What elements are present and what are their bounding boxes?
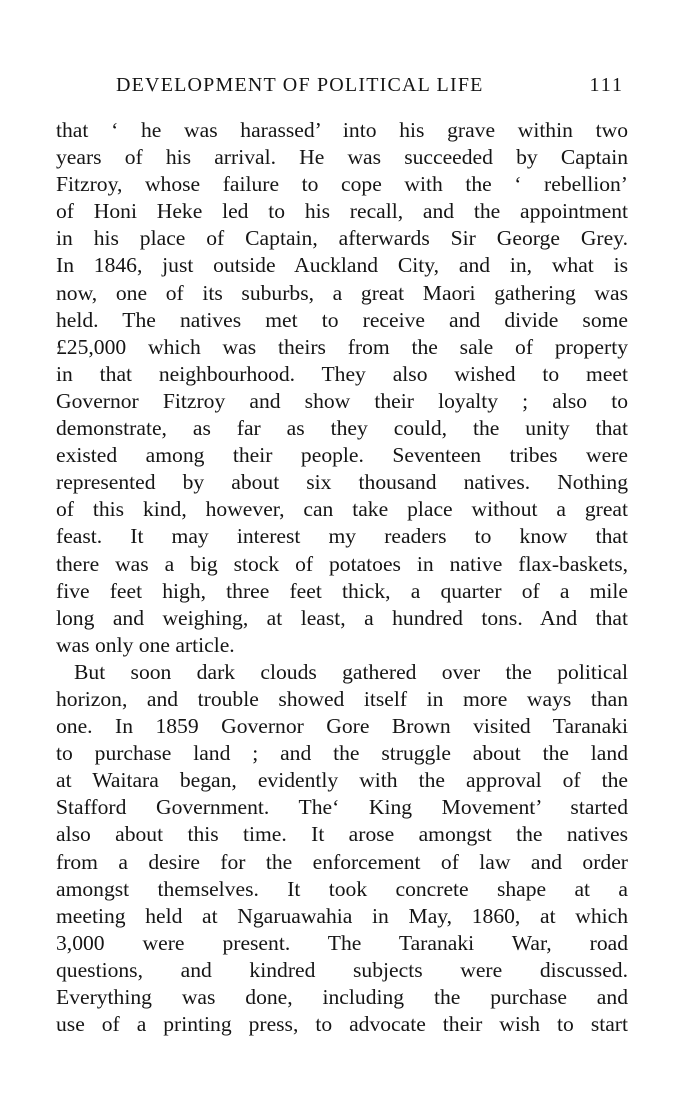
text-line: Fitzroy, whose failure to cope with the ‘ rebellion’ [56,172,628,197]
text-line: that ‘ he was harassed’ into his grave within two [56,118,628,142]
text-line: was only one article. [56,632,235,657]
text-line: But soon dark clouds gathered over the political [74,659,628,684]
text-line: Governor Fitzroy and show their loyalty ; also to [56,388,628,413]
text-line: there was a big stock of potatoes in native flax-baskets, [56,551,628,576]
text-line: In 1846, just outside Auckland City, and in, what is [56,253,628,278]
text-line: represented by about six thousand natives. Nothing [56,470,628,495]
text-line: one. In 1859 Governor Gore Brown visited Taranaki [56,714,628,739]
text-line: long and weighing, at least, a hundred tons. And that [56,605,628,630]
body-text [56,117,628,1038]
text-line: years of his arrival. He was succeeded by Captain [56,145,628,170]
text-line: also about this time. It arose amongst the natives [56,822,628,847]
text-line: to purchase land ; and the struggle about the land [56,741,628,766]
text-line: Everything was done, including the purchase and [56,985,628,1009]
running-head-title: DEVELOPMENT OF POLITICAL LIFE [116,74,484,96]
text-line: of this kind, however, can take place without a great [56,497,628,522]
text-line: demonstrate, as far as they could, the unity that [56,416,628,441]
text-line: held. The natives met to receive and divide some [56,307,628,332]
text-line: questions, and kindred subjects were discussed. [56,957,628,982]
text-line: £25,000 which was theirs from the sale of property [56,334,628,359]
text-line: feast. It may interest my readers to know that [56,524,628,549]
text-line: existed among their people. Seventeen tribes were [56,443,628,468]
text-line: amongst themselves. It took concrete shape at a [56,876,628,901]
text-line: meeting held at Ngaruawahia in May, 1860, at which [56,903,628,928]
text-line: of Honi Heke led to his recall, and the appointment [56,199,628,224]
text-line: in his place of Captain, afterwards Sir George Grey. [56,226,628,251]
text-line: now, one of its suburbs, a great Maori gathering was [56,280,628,305]
text-line: at Waitara began, evidently with the approval of the [56,768,628,793]
text-line: five feet high, three feet thick, a quarter of a mile [56,578,628,603]
text-line: from a desire for the enforcement of law and order [56,849,628,874]
running-head [116,70,624,100]
text-line: Stafford Government. The‘ King Movement’ started [56,795,628,820]
text-line: use of a printing press, to advocate their wish to start [56,1012,628,1037]
page-number: 111 [589,74,624,96]
text-line: horizon, and trouble showed itself in more ways than [56,686,628,711]
text-line: 3,000 were present. The Taranaki War, road [56,930,628,955]
text-line: in that neighbourhood. They also wished to meet [56,361,628,386]
